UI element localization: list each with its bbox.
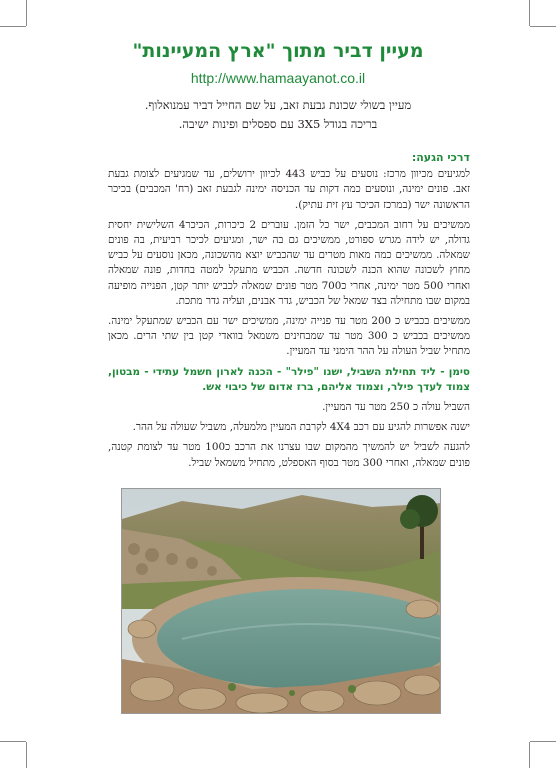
paragraph: ישנה אפשרות להגיע עם רכב 4X4 לקרבת המעיין מלמעלה, משביל שעולה על ההר. [132,421,470,434]
landmark-sign: סימן - ליד תחילת השביל, ישנו "פילר" - הכנה לארון חשמל עתידי - מבטון, צמוד לעדך פילר, וצמוד אליהם, ברז אדום של כיבוי אש. [108,365,470,393]
intro-line: מעיין בשולי שכונת גבעת זאב, על שם החייל דביר עמנואלוף. [144,98,412,112]
crop-mark [530,26,556,27]
website-url[interactable]: http://www.hamaayanot.co.il [190,70,366,86]
directions-section [108,150,470,476]
intro-line: בריכה בגודל 3X5 עם ספסלים ופינות ישיבה. [178,117,378,131]
intro [110,96,446,134]
paragraph: להגעה לשביל יש להמשיך מהמקום שבו עצרנו את הרכב כ100 מטר עד לצומת קטנה, פונים שמאלה, ואחרי 300 מטר בסוף האספלט, מתחיל משמאל שביל. [108,441,470,469]
crop-mark [26,0,27,26]
crop-mark [0,741,26,742]
paragraph: ממשיכים על רחוב המכבים, ישר כל הזמן. עוברים 2 כיכרות, הכיכר4 השלישית יחסית גדולה, יש לידה מגרש ספורט, ממשיכים גם בה ישר, ומגיעים לכיכר רביעית, בה פונים שמאלה. ממשיכים כמה מאות מטרים עד שהכביש יוצא מהשכונה, מכאן נוסעים על כביש מחוץ לשכונה שהוא הכנה לשכונה חדשה. הכביש מתעקל למטה בחדות, פונה שמאלה ואחרי 500 מטר ימינה, אחרי כ700 מטר פונים שמאלה לכביש יותר קטן, הפנייה מופיעה במקום שבו מתחילה בצד שמאל של הכביש, גדר אבנים, ועליה גדר מתכת. [108,218,471,307]
crop-mark [0,26,26,27]
crop-mark [529,742,530,768]
crop-mark [26,742,27,768]
crop-mark [530,741,556,742]
paragraph: ממשיכים בכביש כ 200 מטר עד פנייה ימינה, ממשיכים ישר עם הכביש שמתעקל ימינה. ממשיכים בכביש כ 300 מטר עד שמבחינים משמאל בוואדי קטן בין שתי הרים. מכאן מתחיל שביל העולה על ההר הימני עד המעיין. [108,315,471,358]
spring-pool-photo [121,488,441,714]
paragraph: למגיעים מכיוון מרכז: נוסעים על כביש 443 לכיוון ירושלים, עד שמגיעים לצומת גבעת זאב. פונים ימינה, ונוסעים כמה דקות עד הכניסה ימינה לגבעת זאב (רח' המכבים) בכיכר הראשונה ישר (במרכז הכיכר עץ זית עתיק). [108,168,470,211]
directions-heading: דרכי הגעה: [411,151,470,164]
page-title: מעיין דביר מתוך "ארץ המעיינות" [132,40,424,62]
crop-mark [529,0,530,26]
paragraph: השביל עולה כ 250 מטר עד המעיין. [322,401,470,414]
